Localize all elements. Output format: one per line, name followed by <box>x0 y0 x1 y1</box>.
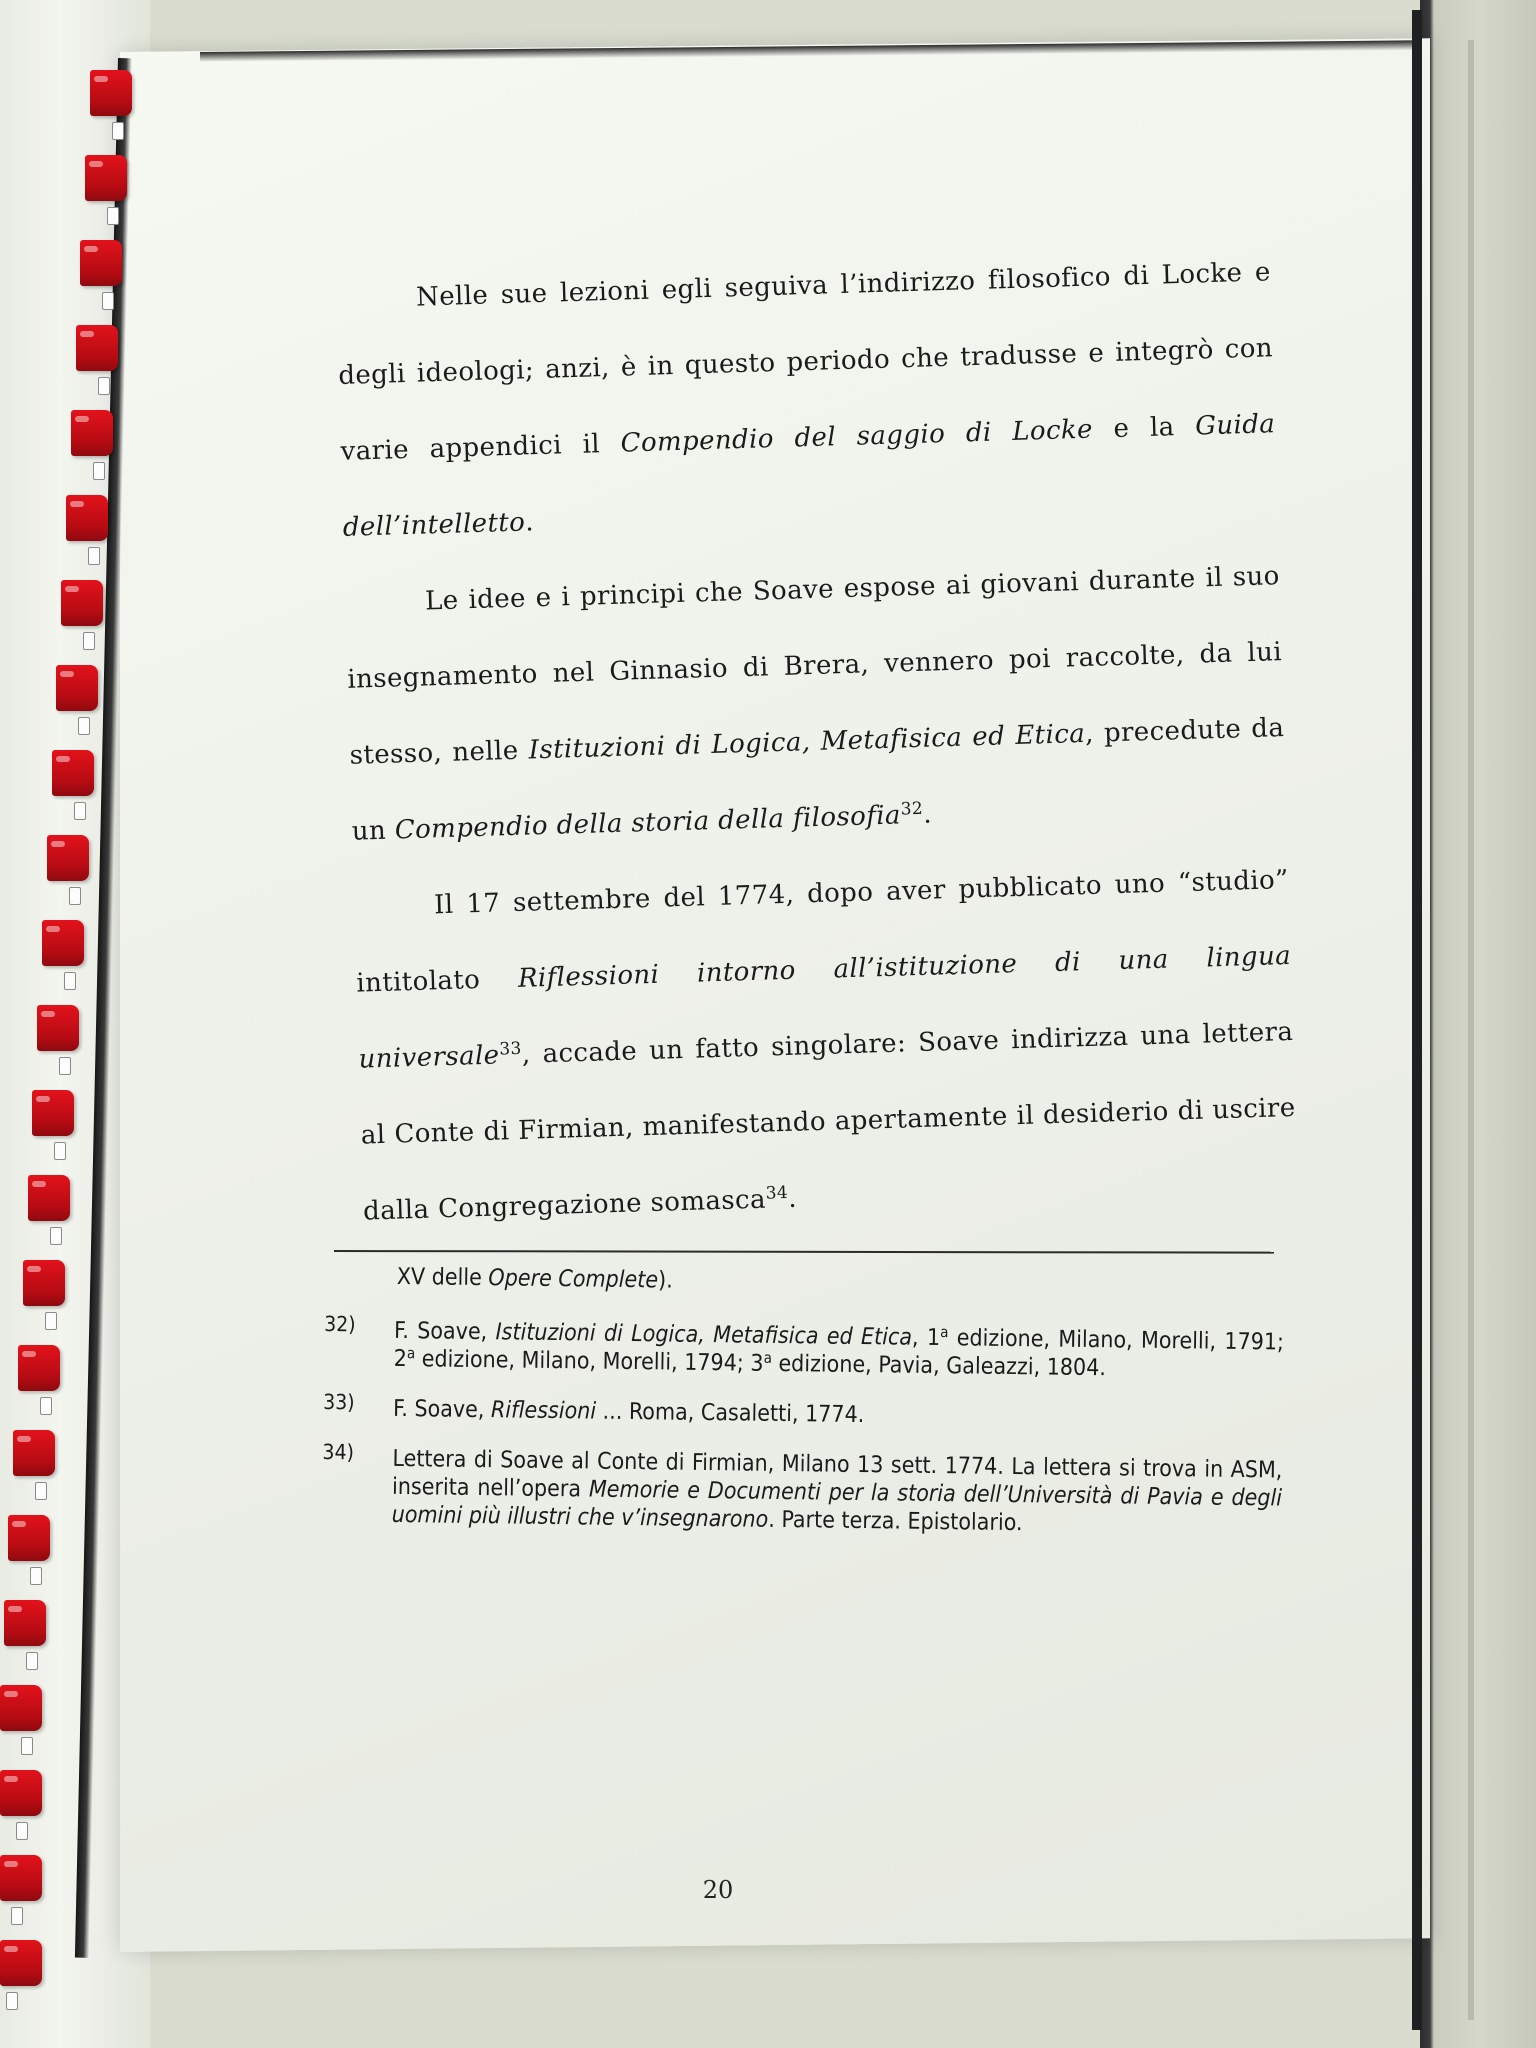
main-text <box>335 234 1299 1249</box>
footnote-34 <box>322 1439 1283 1541</box>
p3-text-2: , accade un fatto singolare: Soave indirizza una lettera al Conte di Firmian, manifestando apertamente il desiderio di uscire dalla Congregazione somasca <box>360 1016 1296 1227</box>
fn32-ordinal-3: a <box>763 1348 773 1367</box>
paragraph-3 <box>353 842 1299 1250</box>
fn32-ordinal-1: a <box>940 1323 949 1342</box>
fn-cont-title: Opere Complete <box>488 1265 659 1294</box>
fn32-text-3: edizione, Milano, Morelli, 1791; 2 <box>393 1325 1285 1373</box>
paragraph-2 <box>344 538 1288 870</box>
footnote-ref-33: 33 <box>498 1038 523 1060</box>
fn32-text-5: edizione, Pavia, Galeazzi, 1804. <box>771 1350 1107 1382</box>
p2-title-istituzioni: Istituzioni di Logica, Metafisica ed Etica <box>528 718 1086 766</box>
footnotes <box>321 1262 1285 1563</box>
fn32-text-1: F. Soave, <box>393 1317 496 1346</box>
p3-text-1: Il 17 settembre del 1774, dopo aver pubblicato uno “studio” intitolato <box>355 864 1290 999</box>
page-number: 20 <box>702 1876 734 1904</box>
footnote-ref-32: 32 <box>900 798 924 820</box>
footnote-ref-34: 34 <box>765 1182 789 1204</box>
footnote-continuation <box>397 1263 1285 1303</box>
p1-title-guida: Guida dell’intelletto <box>342 409 1276 543</box>
fn32-ordinal-2: a <box>406 1344 416 1363</box>
footnote-number: 34) <box>322 1439 355 1465</box>
fn33-text-2: ... Roma, Casaletti, 1774. <box>595 1398 865 1429</box>
p1-title-compendio: Compendio del saggio di Locke <box>620 414 1094 459</box>
p2-title-storia: Compendio della storia della filosofia <box>394 800 902 846</box>
p2-text-1: Le idee e i principi che Soave espose ai giovani durante il suo insegnamento nel Ginnasio di Brera, vennero poi raccolte, da lui stesso, nelle <box>346 561 1283 771</box>
footnote-number: 33) <box>323 1389 355 1415</box>
fn33-text-1: F. Soave, <box>392 1395 492 1424</box>
fn-cont-text-1: XV delle <box>396 1263 489 1292</box>
fn34-title: Memorie e Documenti per la storia dell’Università di Pavia e degli uomini più illustri che v’insegnarono <box>391 1476 1283 1533</box>
p1-text-3: . <box>524 507 535 538</box>
paragraph-1 <box>335 234 1279 566</box>
fn32-text-4: edizione, Milano, Morelli, 1794; 3 <box>415 1346 764 1377</box>
footnote-32 <box>324 1311 1285 1385</box>
fn34-text-1: Lettera di Soave al Conte di Firmian, Milano 13 sett. 1774. La lettera si trova in ASM, inserita nell’opera <box>391 1445 1283 1503</box>
footnote-33 <box>323 1389 1283 1435</box>
p3-title-riflessioni: Riflessioni intorno all’istituzione di una lingua universale <box>358 940 1292 1075</box>
fn32-text-2: , 1 <box>911 1324 941 1352</box>
p2-text-3: . <box>922 799 933 830</box>
fn32-title: Istituzioni di Logica, Metafisica ed Etica <box>495 1319 913 1351</box>
p1-text-2: e la <box>1092 411 1196 445</box>
fn34-text-2: . Parte terza. Epistolario. <box>768 1506 1023 1537</box>
footnote-number: 32) <box>324 1311 356 1337</box>
p2-text-2: , precedute da un <box>351 713 1285 847</box>
footnote-separator <box>334 1250 1274 1254</box>
fn33-title: Riflessioni <box>490 1397 597 1425</box>
p1-text-1: Nelle sue lezioni egli seguiva l’indirizzo filosofico di Locke e degli ideologi; anzi, è in questo periodo che tradusse e integrò con varie appendici il <box>337 257 1274 467</box>
fn-cont-text-2: ). <box>657 1267 673 1294</box>
p3-text-3: . <box>787 1183 798 1214</box>
